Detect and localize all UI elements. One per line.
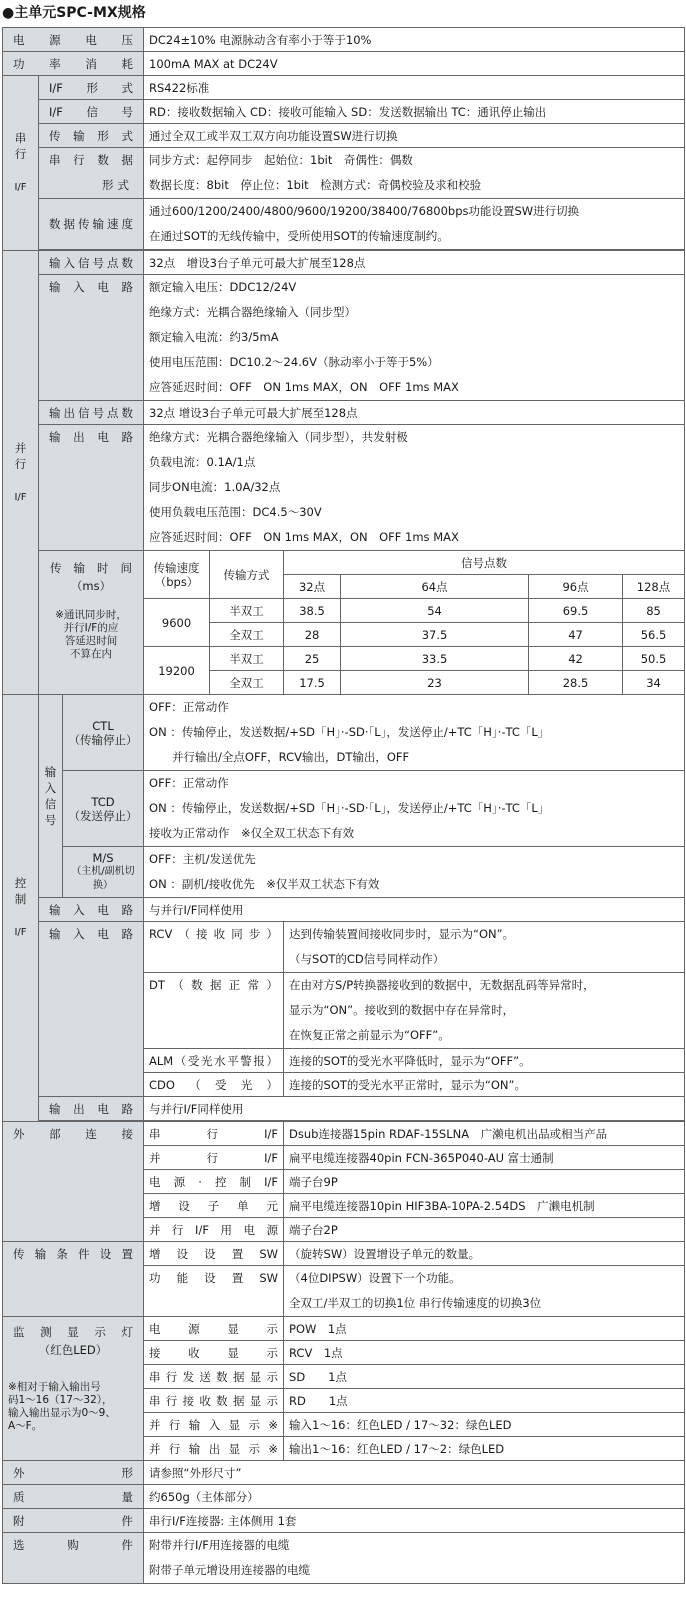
control-ms-value: OFF：主机/发送优先 ON ：副机/接收优先 ※仅半双工状态下有效 <box>144 847 685 898</box>
consumption-label: 功率消耗 <box>3 52 144 76</box>
conditions-expand-name: 增设设置SW <box>144 1242 284 1266</box>
timing-mode-header: 传输方式 <box>210 551 284 599</box>
serial-transmission-value: 通过全双工或半双工双方向功能设置SW进行切换 <box>144 124 685 148</box>
timing-value-cell: 42 <box>529 647 623 671</box>
serial-signal-label: I/F信号 <box>39 100 144 124</box>
timing-mode-cell: 全双工 <box>210 671 284 695</box>
timing-value-cell: 17.5 <box>284 671 341 695</box>
serial-data-format-label: 串行数据 形式 <box>39 148 144 199</box>
monitor-row-name: 并行输入显示※ <box>144 1413 284 1437</box>
monitor-row-value: 输入1～16：红色LED / 17～32：绿色LED <box>284 1413 685 1437</box>
page-title: ●主单元SPC-MX规格 <box>2 5 146 21</box>
timing-points-col: 96点 <box>529 575 623 599</box>
conditions-expand-value: （旋转SW）设置增设子单元的数量。 <box>284 1242 685 1266</box>
parallel-out-circuit-value: 绝缘方式：光耦合器绝缘输入（同步型），共发射极 负载电流：0.1A/1点 同步ON电流：1.0A/32点 使用负载电压范围：DC4.5～30V 应答延迟时间：OFF ON 1ms MAX，ON OFF 1ms MAX <box>144 425 685 551</box>
power-label: 电源电压 <box>3 28 144 52</box>
shape-value: 请参照“外形尺寸” <box>144 1461 685 1485</box>
control-out-circuit-value: 与并行I/F同样使用 <box>144 1097 685 1121</box>
control-out-circuit-label: 输出电路 <box>39 1097 144 1121</box>
monitor-row-name: 并行输出显示※ <box>144 1437 284 1461</box>
timing-value-cell: 25 <box>284 647 341 671</box>
parallel-in-points-label: 输入信号点数 <box>39 251 144 275</box>
monitor-label: 监测显示灯 （红色LED） ※相对于输入输出号 码1～16（17～32）， 输入输出显示为0～9、 A～F。 <box>3 1317 144 1461</box>
monitor-row-name: 串行接收数据显示 <box>144 1389 284 1413</box>
options-value: 附带并行I/F用连接器的电缆 附带子单元增设用连接器的电缆 <box>144 1533 685 1584</box>
serial-speed-label: 数据传输速度 <box>39 199 144 250</box>
control-ms-label: M/S （主机/副机切换） <box>63 847 144 898</box>
external-row-name: 电源·控制I/F <box>144 1170 284 1194</box>
control-alm-value: 连接的SOT的受光水平降低时，显示为“OFF”。 <box>284 1049 685 1073</box>
control-in-circuit-value: 与并行I/F同样使用 <box>144 898 685 922</box>
monitor-row-value: RD 1点 <box>284 1389 685 1413</box>
timing-value-cell: 23 <box>341 671 529 695</box>
timing-value-cell: 33.5 <box>341 647 529 671</box>
timing-value-cell: 38.5 <box>284 599 341 623</box>
parallel-in-circuit-label: 输入电路 <box>39 275 144 401</box>
accessory-value: 串行I/F连接器: 主体侧用 1套 <box>144 1509 685 1533</box>
monitor-row-name: 串行发送数据显示 <box>144 1365 284 1389</box>
timing-mode-cell: 半双工 <box>210 647 284 671</box>
external-row-name: 并行I/F <box>144 1146 284 1170</box>
timing-mode-cell: 全双工 <box>210 623 284 647</box>
external-row-value: 端子台2P <box>284 1218 685 1242</box>
spec-table <box>2 27 685 1584</box>
external-row-value: 端子台9P <box>284 1170 685 1194</box>
external-row-value: Dsub连接器15pin RDAF-15SLNA 广濑电机出品或相当产品 <box>284 1122 685 1146</box>
monitor-row-value: SD 1点 <box>284 1365 685 1389</box>
external-row-name: 并行I/F用电源 <box>144 1218 284 1242</box>
timing-value-cell: 69.5 <box>529 599 623 623</box>
conditions-function-value: （4位DIPSW）设置下一个功能。 全双工/半双工的切换1位 串行传输速度的切换3位 <box>284 1266 685 1317</box>
control-tcd-value: OFF：正常动作 ON ：传输停止，发送数据/+SD「H」·-SD·「L」，发送停止/+TC「H」·-TC「L」 接收为正常动作 ※仅全双工状态下有效 <box>144 771 685 847</box>
timing-speed-cell: 9600 <box>144 599 210 647</box>
timing-points-col: 64点 <box>341 575 529 599</box>
parallel-out-circuit-label: 输出电路 <box>39 425 144 551</box>
timing-points-header: 信号点数 <box>284 551 685 575</box>
external-row-name: 增设子单元 <box>144 1194 284 1218</box>
timing-value-cell: 56.5 <box>623 623 685 647</box>
timing-mode-cell: 半双工 <box>210 599 284 623</box>
control-alm-name: ALM（受光水平警报） <box>144 1049 284 1073</box>
mass-value: 约650g（主体部分） <box>144 1485 685 1509</box>
parallel-in-points-value: 32点 增设3台子单元可最大扩展至128点 <box>144 251 685 275</box>
serial-group-label: 串 行 I/F <box>3 76 39 251</box>
consumption-value: 100mA MAX at DC24V <box>144 52 685 76</box>
monitor-row-name: 接收显示 <box>144 1341 284 1365</box>
timing-points-col: 128点 <box>623 575 685 599</box>
timing-value-cell: 85 <box>623 599 685 623</box>
control-tcd-label: TCD （发送停止） <box>63 771 144 847</box>
monitor-row-value: RCV 1点 <box>284 1341 685 1365</box>
external-label: 外部连接 <box>3 1122 144 1242</box>
monitor-row-name: 电源显示 <box>144 1317 284 1341</box>
conditions-label: 传输条件设置 <box>3 1242 144 1317</box>
serial-signal-value: RD：接收数据输入 CD：接收可能输入 SD：发送数据输出 TC：通讯停止输出 <box>144 100 685 124</box>
shape-label: 外形 <box>3 1461 144 1485</box>
accessory-label: 附件 <box>3 1509 144 1533</box>
timing-speed-header: 传输速度 （bps） <box>144 551 210 599</box>
timing-value-cell: 50.5 <box>623 647 685 671</box>
parallel-timing-label: 传输时间 （ms） ※通讯同步时， 并行I/F的应 答延迟时间 不算在内 <box>39 551 144 695</box>
control-out-label: 输入电路 <box>39 922 144 1097</box>
parallel-in-circuit-value: 额定输入电压：DDC12/24V 绝缘方式：光耦合器绝缘输入（同步型） 额定输入电流：约3/5mA 使用电压范围：DC10.2～24.6V（脉动率小于等于5%） 应答延迟时间：OFF ON 1ms MAX，ON OFF 1ms MAX <box>144 275 685 401</box>
control-cdo-name: CDO（受光） <box>144 1073 284 1097</box>
parallel-out-points-value: 32点 增设3台子单元可最大扩展至128点 <box>144 401 685 425</box>
control-ctl-value: OFF：正常动作 ON ：传输停止，发送数据/+SD「H」·-SD·「L」，发送停止/+TC「H」·-TC「L」 并行输出/全点OFF，RCV输出，DT输出，OFF <box>144 695 685 771</box>
options-label: 选购件 <box>3 1533 144 1584</box>
external-row-name: 串行I/F <box>144 1122 284 1146</box>
control-rcv-value: 达到传输装置间接收同步时，显示为“ON”。 （与SOT的CD信号同样动作） <box>284 922 685 973</box>
control-ctl-label: CTL （传输停止） <box>63 695 144 771</box>
control-cdo-value: 连接的SOT的受光水平正常时，显示为“ON”。 <box>284 1073 685 1097</box>
timing-points-col: 32点 <box>284 575 341 599</box>
timing-value-cell: 34 <box>623 671 685 695</box>
timing-speed-cell: 19200 <box>144 647 210 695</box>
external-row-value: 扁平电缆连接器10pin HIF3BA-10PA-2.54DS 广濑电机制 <box>284 1194 685 1218</box>
conditions-function-name: 功能设置SW <box>144 1266 284 1317</box>
control-group-label: 控 制 I/F <box>3 695 39 1122</box>
timing-value-cell: 47 <box>529 623 623 647</box>
timing-value-cell: 28.5 <box>529 671 623 695</box>
mass-label: 质量 <box>3 1485 144 1509</box>
control-dt-name: DT（数据正常） <box>144 973 284 1049</box>
timing-value-cell: 54 <box>341 599 529 623</box>
serial-format-value: RS422标准 <box>144 76 685 100</box>
control-input-signal-label: 输 入 信 号 <box>39 695 63 898</box>
serial-format-label: I/F形式 <box>39 76 144 100</box>
power-value: DC24±10% 电源脉动含有率小于等于10% <box>144 28 685 52</box>
parallel-out-points-label: 输出信号点数 <box>39 401 144 425</box>
serial-data-format-value: 同步方式：起停同步 起始位：1bit 奇偶性：偶数 数据长度：8bit 停止位：1bit 检测方式：奇偶校验及求和校验 <box>144 148 685 199</box>
monitor-row-value: POW 1点 <box>284 1317 685 1341</box>
timing-value-cell: 37.5 <box>341 623 529 647</box>
timing-value-cell: 28 <box>284 623 341 647</box>
external-row-value: 扁平电缆连接器40pin FCN-365P040-AU 富士通制 <box>284 1146 685 1170</box>
monitor-row-value: 输出1～16：红色LED / 17～2：绿色LED <box>284 1437 685 1461</box>
serial-speed-value: 通过600/1200/2400/4800/9600/19200/38400/76800bps功能设置SW进行切换 在通过SOT的无线传输中，受所使用SOT的传输速度制约。 <box>144 199 685 250</box>
parallel-group-label: 并 行 I/F <box>3 251 39 695</box>
serial-transmission-label: 传输形式 <box>39 124 144 148</box>
control-rcv-name: RCV（接收同步） <box>144 922 284 973</box>
control-in-circuit-label: 输入电路 <box>39 898 144 922</box>
control-dt-value: 在由对方S/P转换器接收到的数据中，无数据乱码等异常时， 显示为“ON”。接收到的数据中存在异常时， 在恢复正常之前显示为“OFF”。 <box>284 973 685 1049</box>
